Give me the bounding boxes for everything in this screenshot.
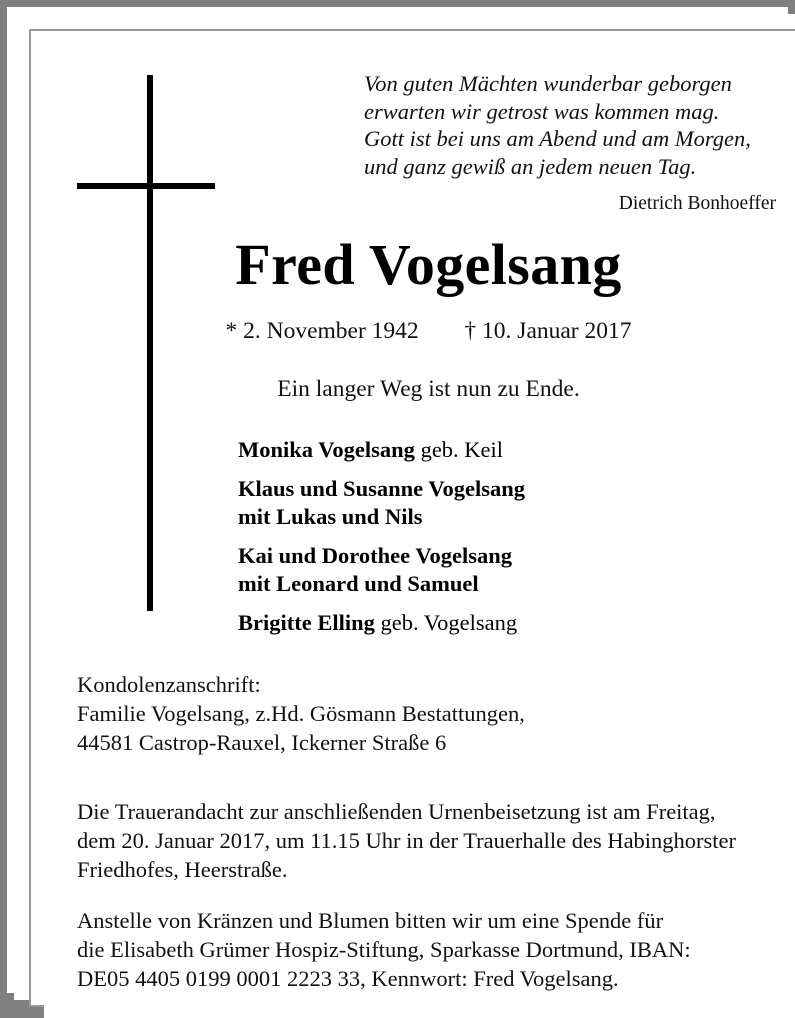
poem-attribution: Dietrich Bonhoeffer: [618, 193, 776, 214]
survivor-name: Brigitte Elling: [238, 609, 375, 635]
obituary-notice: [44, 44, 795, 1018]
poem-line-4: und ganz gewiß an jedem neuen Tag.: [364, 153, 697, 179]
service-line-2: dem 20. Januar 2017, um 11.15 Uhr in der Trauerhalle des Habinghorster: [77, 828, 737, 853]
life-dates: [44, 316, 795, 346]
condolence-line-1: Familie Vogelsang, z.Hd. Gösmann Bestattungen,: [77, 701, 525, 726]
list-item: [238, 609, 718, 638]
survivor-children: mit Leonard und Samuel: [238, 571, 479, 596]
survivors-list: [238, 436, 718, 637]
survivor-children: mit Lukas und Nils: [238, 504, 423, 529]
service-line-3: Friedhofes, Heerstraße.: [77, 857, 288, 882]
poem-line-1: Von guten Mächten wunderbar geborgen: [364, 71, 732, 96]
survivor-name: Klaus und Susanne Vogelsang: [238, 475, 526, 501]
survivor-maiden-name: geb. Vogelsang: [374, 609, 518, 635]
donation-line-1: Anstelle von Kränzen und Blumen bitten wir um eine Spende für: [77, 908, 664, 933]
poem-line-3: Gott ist bei uns am Abend und am Morgen,: [364, 126, 751, 151]
notice-inner-border: [29, 29, 795, 1007]
list-item: [238, 542, 718, 599]
donation-request: [77, 906, 783, 993]
survivor-name: Monika Vogelsang: [238, 437, 415, 462]
condolence-heading: Kondolenzanschrift:: [77, 672, 261, 697]
survivor-maiden-name: geb. Keil: [414, 437, 504, 462]
memorial-poem: [364, 70, 776, 180]
condolence-line-2: 44581 Castrop-Rauxel, Ickerner Straße 6: [77, 730, 447, 755]
list-item: [238, 436, 718, 465]
donation-line-3: DE05 4405 0199 0001 2223 33, Kennwort: Fred Vogelsang.: [77, 966, 619, 991]
service-details: [77, 797, 787, 884]
survivor-name: Kai und Dorothee Vogelsang: [238, 542, 513, 568]
condolence-address: [77, 670, 787, 757]
memorial-motto: Ein langer Weg ist nun zu Ende.: [277, 376, 580, 402]
donation-line-2: die Elisabeth Grümer Hospiz-Stiftung, Sparkasse Dortmund, IBAN:: [77, 937, 691, 962]
cross-horizontal-bar: [77, 183, 215, 189]
birth-date: * 2. November 1942: [225, 318, 419, 344]
deceased-name: Fred Vogelsang: [235, 232, 622, 297]
notice-border-gap: [14, 14, 795, 1000]
service-line-1: Die Trauerandacht zur anschließenden Urnenbeisetzung ist am Freitag,: [77, 799, 716, 824]
poem-line-2: erwarten wir getrost was kommen mag.: [364, 98, 720, 124]
death-date: † 10. Januar 2017: [464, 318, 632, 344]
list-item: [238, 475, 718, 532]
